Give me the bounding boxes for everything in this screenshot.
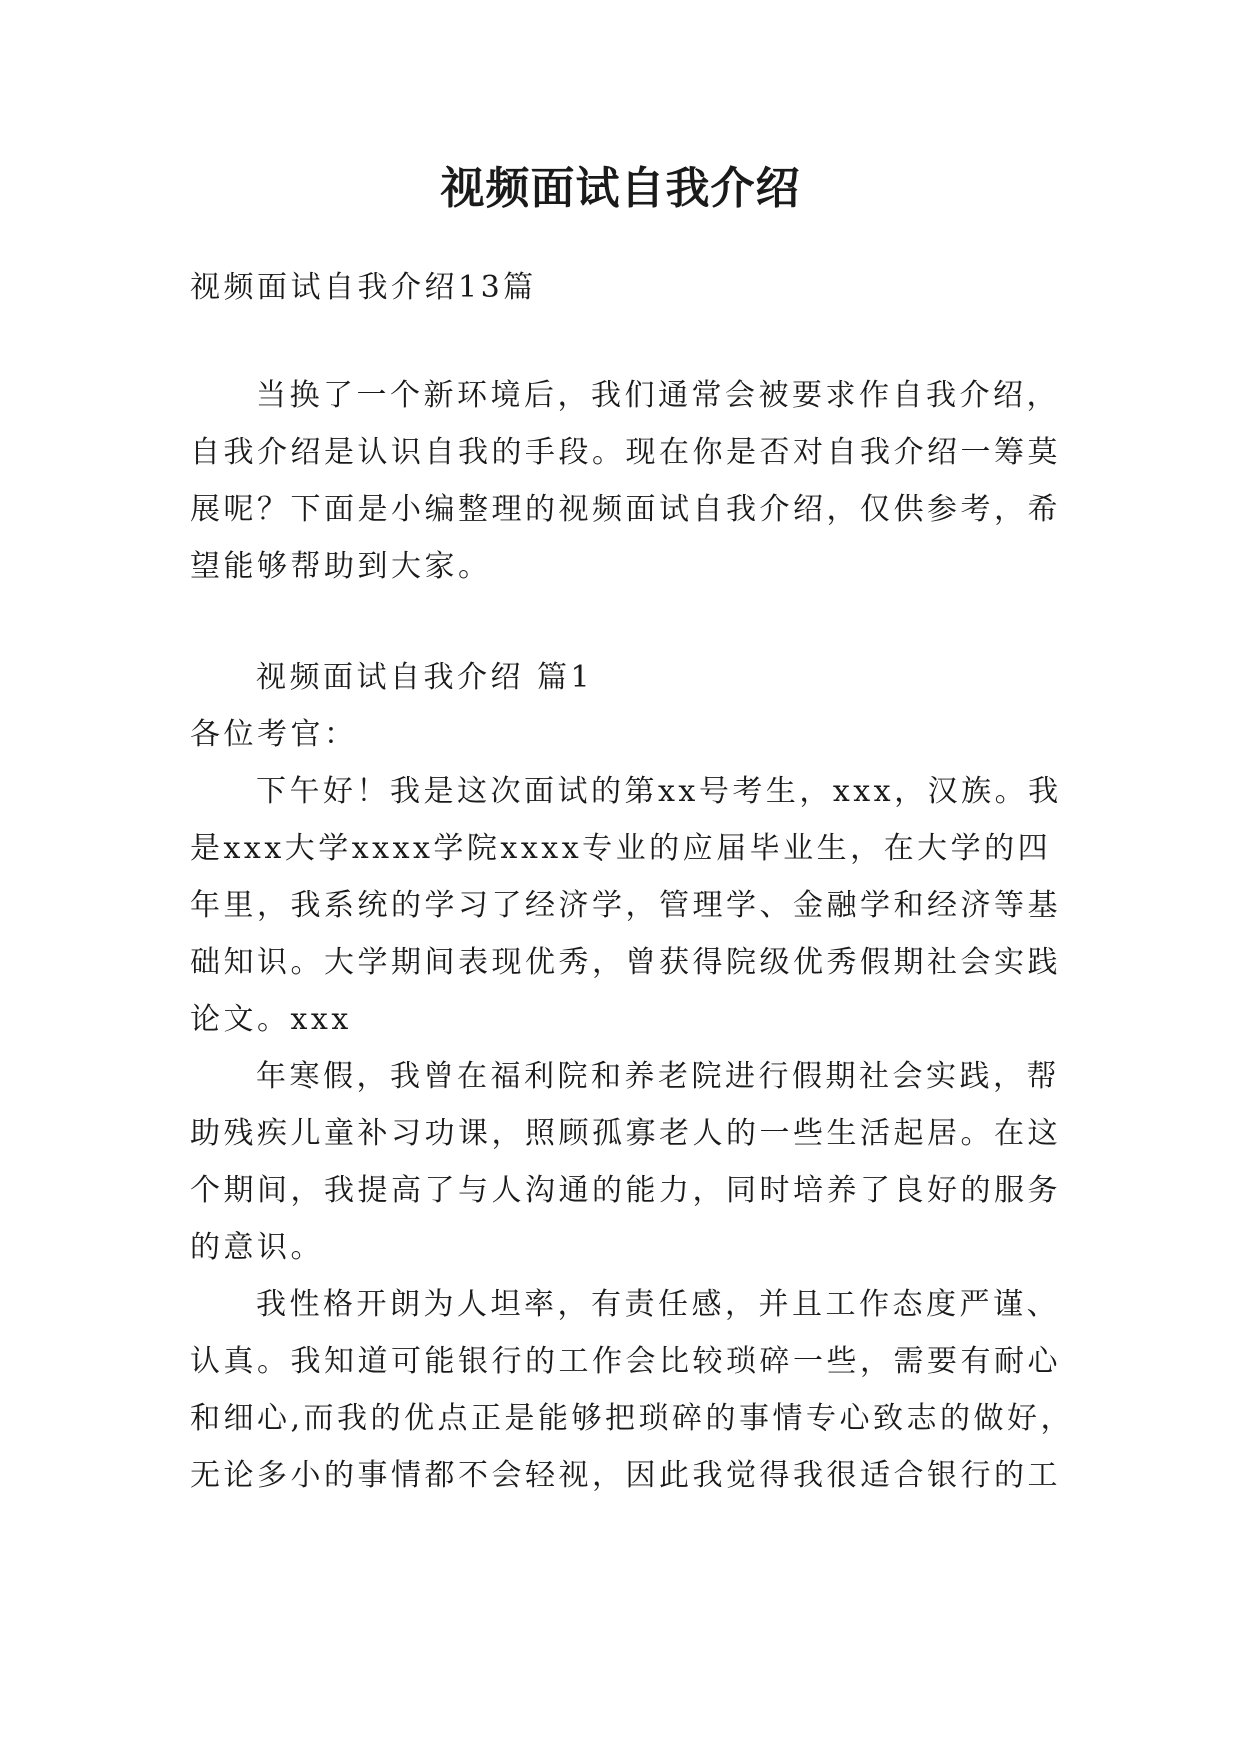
paragraph-line: 自我介绍是认识自我的手段。现在你是否对自我介绍一筹莫: [190, 435, 1061, 470]
paragraph-line: 当换了一个新环境后，我们通常会被要求作自我介绍，: [256, 378, 1060, 413]
paragraph-line: 认真。我知道可能银行的工作会比较琐碎一些，需要有耐心: [190, 1344, 1061, 1379]
paragraph-line: 展呢？下面是小编整理的视频面试自我介绍，仅供参考，希: [190, 492, 1061, 527]
paragraph-line: 础知识。大学期间表现优秀，曾获得院级优秀假期社会实践: [190, 945, 1061, 980]
paragraph-line: 我性格开朗为人坦率，有责任感，并且工作态度严谨、: [256, 1287, 1060, 1322]
paragraph-line: 是xxx大学xxxx学院xxxx专业的应届毕业生，在大学的四: [190, 831, 1052, 866]
salutation: 各位考官：: [190, 717, 358, 752]
paragraph-line: 助残疾儿童补习功课，照顾孤寡老人的一些生活起居。在这: [190, 1116, 1061, 1151]
paragraph-line: 下午好！我是这次面试的第xx号考生，xxx，汉族。我: [256, 774, 1062, 809]
paragraph-line: 个期间，我提高了与人沟通的能力，同时培养了良好的服务: [190, 1173, 1061, 1208]
paragraph-line: 论文。xxx: [190, 1002, 352, 1037]
paragraph-line: 的意识。: [190, 1230, 324, 1265]
document-title: 视频面试自我介绍: [440, 163, 801, 214]
paragraph-line: 年寒假，我曾在福利院和养老院进行假期社会实践，帮: [256, 1059, 1060, 1094]
document-subtitle: 视频面试自我介绍13篇: [190, 270, 537, 305]
paragraph-line: 无论多小的事情都不会轻视，因此我觉得我很适合银行的工: [190, 1458, 1061, 1493]
paragraph-line: 年里，我系统的学习了经济学，管理学、金融学和经济等基: [190, 888, 1061, 923]
paragraph-line: 和细心,而我的优点正是能够把琐碎的事情专心致志的做好，: [190, 1401, 1075, 1436]
section-heading: 视频面试自我介绍 篇1: [256, 660, 594, 695]
paragraph-line: 望能够帮助到大家。: [190, 549, 492, 584]
